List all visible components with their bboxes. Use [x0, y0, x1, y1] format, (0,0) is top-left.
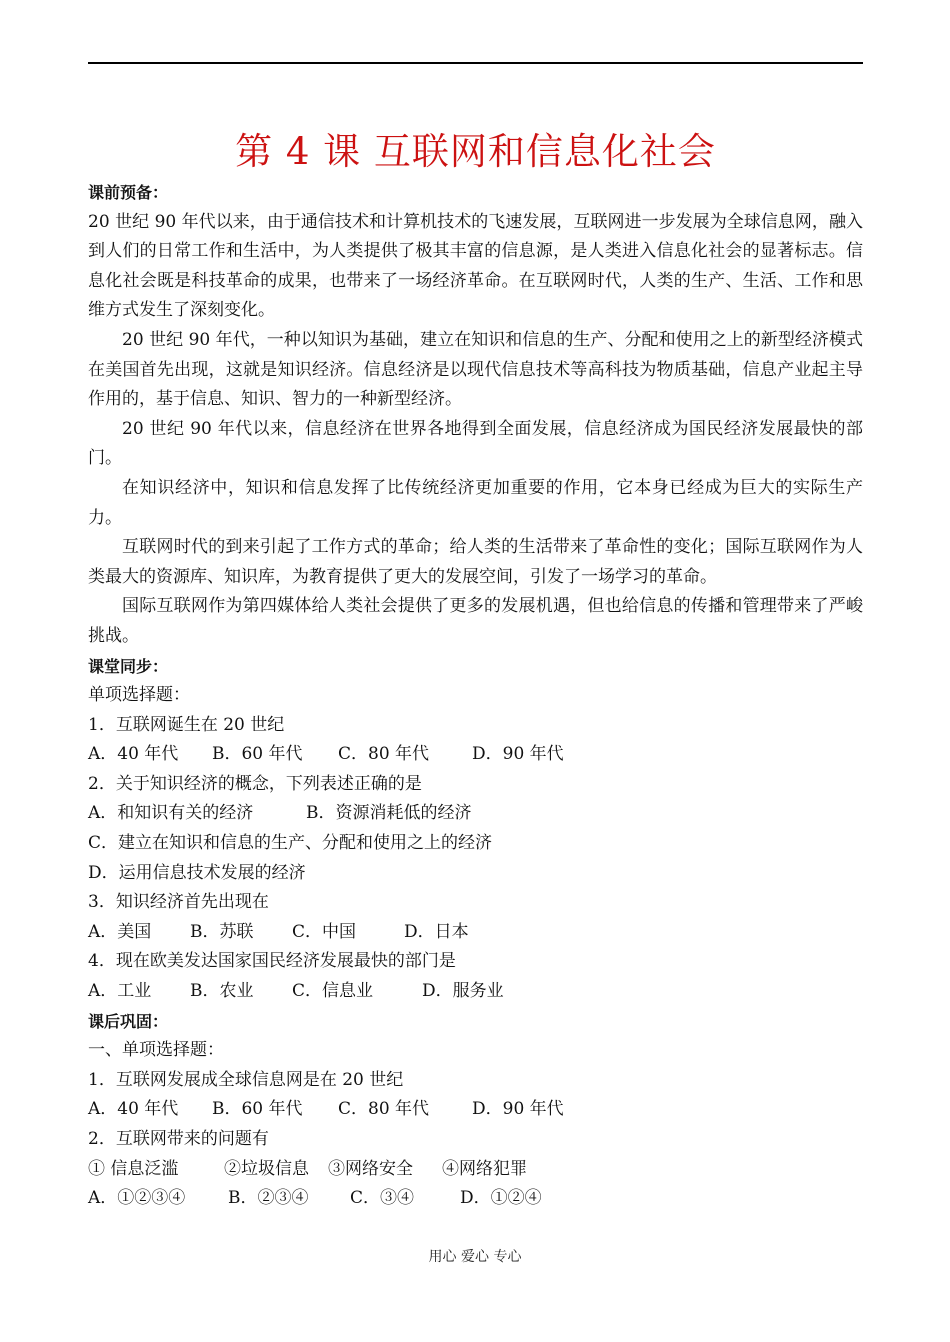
- option-a: A．40 年代: [88, 1099, 179, 1120]
- option-a: A．工业: [88, 981, 152, 1002]
- option-b: B．60 年代: [212, 1099, 303, 1120]
- question-stem: 3．知识经济首先出现在: [88, 892, 269, 913]
- question-options: [88, 1095, 863, 1125]
- page-title: 第 4 课 互联网和信息化社会: [235, 130, 716, 173]
- option-c: C．③④: [350, 1188, 415, 1209]
- statement-item: ②垃圾信息: [224, 1158, 309, 1179]
- section-heading-class: 课堂同步：: [88, 656, 169, 676]
- option-d: D．90 年代: [472, 744, 564, 765]
- option-b: B．苏联: [190, 921, 254, 942]
- option-a: A．40 年代: [88, 744, 179, 765]
- question-stem: 4．现在欧美发达国家国民经济发展最快的部门是: [88, 951, 456, 972]
- paragraph: 国际互联网作为第四媒体给人类社会提供了更多的发展机遇，但也给信息的传播和管理带来了严峻挑战。: [88, 596, 863, 646]
- option-b: B．②③④: [228, 1188, 309, 1209]
- question-options: [88, 1184, 863, 1214]
- statement-item: ③网络安全: [328, 1158, 413, 1179]
- question-options: [88, 918, 863, 948]
- paragraph: 互联网时代的到来引起了工作方式的革命；给人类的生活带来了革命性的变化；国际互联网作为人类最大的资源库、知识库，为教育提供了更大的发展空间，引发了一场学习的革命。: [88, 537, 863, 587]
- paragraph: 20 世纪 90 年代以来，由于通信技术和计算机技术的飞速发展，互联网进一步发展为全球信息网，融入到人们的日常工作和生活中，为人类提供了极其丰富的信息源，是人类进入信息化社会的显著标志。信息化社会既是科技革命的成果，也带来了一场经济革命。在互联网时代，人类的生产、生活、工作和思维方式发生了深刻变化。: [88, 211, 863, 321]
- question-stem: 1．互联网发展成全球信息网是在 20 世纪: [88, 1069, 404, 1090]
- option-d: D．运用信息技术发展的经济: [88, 862, 306, 883]
- subheading: 一、单项选择题：: [88, 1040, 224, 1061]
- section-heading-after: 课后巩固：: [88, 1011, 169, 1031]
- question-stem: 2．互联网带来的问题有: [88, 1129, 269, 1149]
- option-b: B．60 年代: [212, 744, 303, 765]
- section-heading-prep: 课前预备：: [88, 183, 169, 202]
- paragraph: 20 世纪 90 年代，一种以知识为基础，建立在知识和信息的生产、分配和使用之上的新型经济模式在美国首先出现，这就是知识经济。信息经济是以现代信息技术等高科技为物质基础，信息产业起主导作用的，基于信息、知识、智力的一种新型经济。: [88, 329, 863, 410]
- question-stem: 2．关于知识经济的概念，下列表述正确的是: [88, 773, 422, 794]
- question-options: [88, 740, 863, 770]
- option-a: A．和知识有关的经济: [88, 803, 254, 824]
- option-c: C．80 年代: [338, 744, 430, 765]
- option-d: D．90 年代: [472, 1099, 564, 1120]
- option-d: D．①②④: [460, 1188, 542, 1209]
- option-b: B．农业: [190, 981, 254, 1002]
- question-options: [88, 799, 863, 829]
- paragraph: 在知识经济中，知识和信息发挥了比传统经济更加重要的作用，它本身已经成为巨大的实际生产力。: [88, 477, 863, 528]
- option-a: A．①②③④: [88, 1188, 186, 1209]
- statement-item: ④网络犯罪: [442, 1158, 527, 1179]
- question-options: [88, 977, 863, 1007]
- paragraph: 20 世纪 90 年代以来，信息经济在世界各地得到全面发展，信息经济成为国民经济发展最快的部门。: [88, 418, 863, 469]
- option-c: C．80 年代: [338, 1099, 430, 1120]
- option-d: D．服务业: [422, 981, 504, 1002]
- statement-item: ① 信息泛滥: [88, 1158, 179, 1179]
- subheading: 单项选择题：: [88, 685, 190, 706]
- option-a: A．美国: [88, 921, 152, 942]
- option-d: D．日本: [404, 921, 469, 942]
- header-rule: [88, 62, 863, 64]
- page-footer: 用心 爱心 专心: [428, 1249, 522, 1265]
- question-stem: 1．互联网诞生在 20 世纪: [88, 714, 285, 735]
- document-body: [88, 178, 863, 1214]
- option-c: C．信息业: [292, 981, 374, 1002]
- option-c: C．中国: [292, 921, 357, 942]
- option-c: C．建立在知识和信息的生产、分配和使用之上的经济: [88, 833, 493, 854]
- option-b: B．资源消耗低的经济: [306, 803, 472, 824]
- statement-list: [88, 1155, 863, 1185]
